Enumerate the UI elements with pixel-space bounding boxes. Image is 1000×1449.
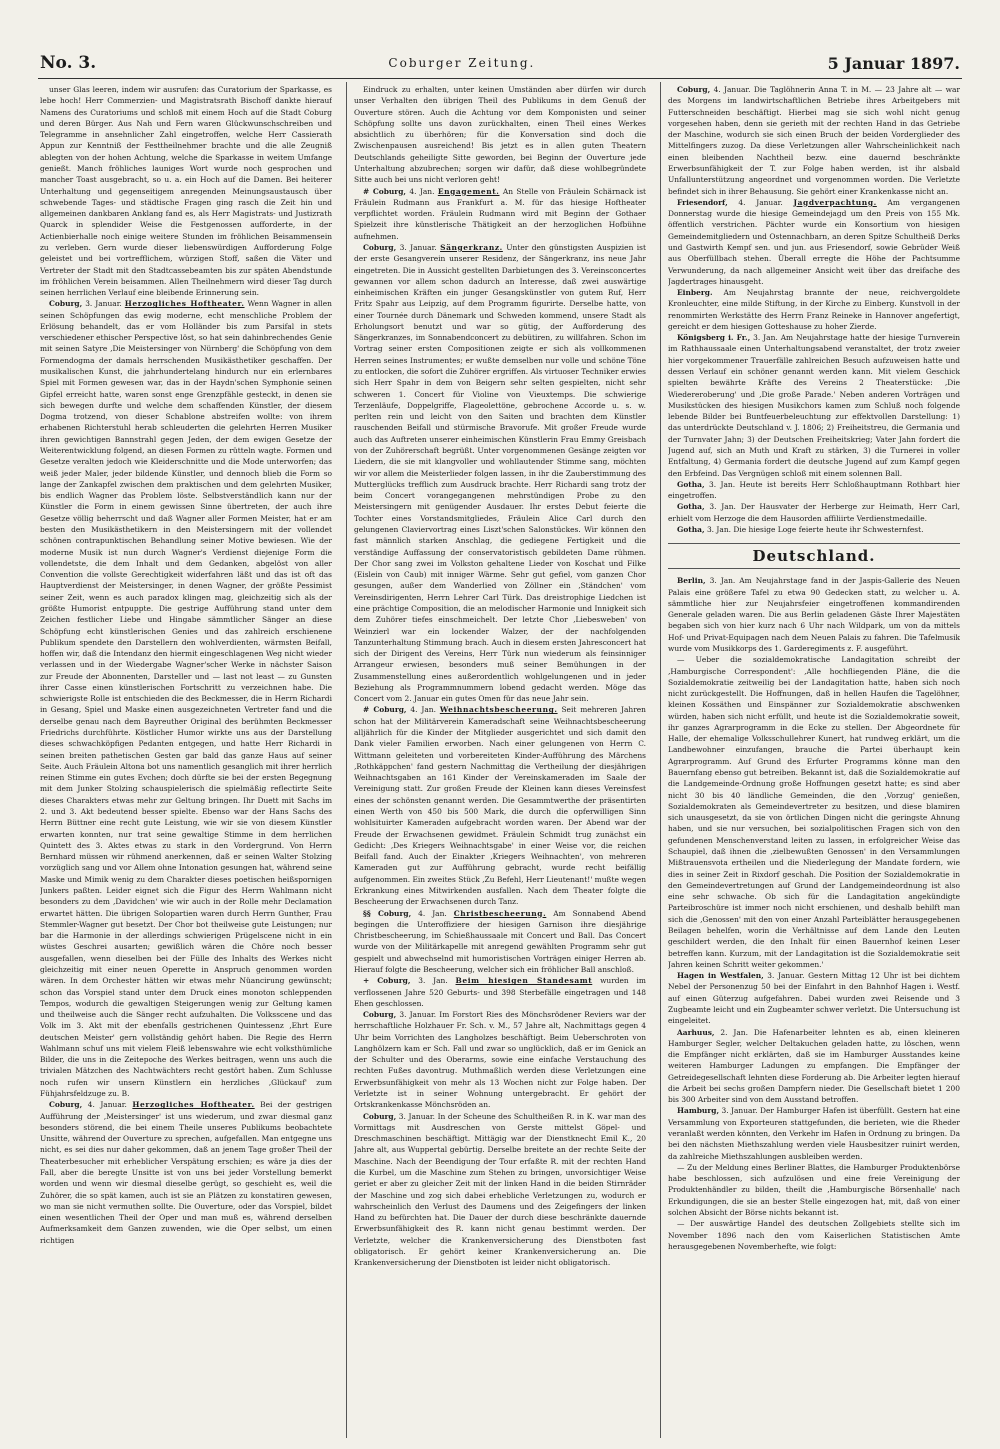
article-place: Berlin, [677,576,706,586]
article-place: Hamburg, [677,1106,720,1116]
article [354,1009,646,1111]
article [668,1218,960,1252]
article-dateline: 4. Januar. [713,85,751,94]
article [40,84,332,298]
article [668,1027,960,1106]
article-body: — Der auswärtige Handel des deutschen Zollgebiets stellte sich im November 1896 nach den vom Kaiserlichen Statistischen Amte herausgegebenen Novemberhefte, wie folgt: [668,1219,960,1251]
article-body: Am Sonnabend Abend begingen die Unteroffiziere der hiesigen Garnison ihre diesjährige Christbescheerung, im Schießhaussaale mit Concert und Ball. Das Concert wurde von der Militärkapelle mit anregend gewählten Programm sehr gut gespielt und abwechselnd mit humoristischen Vorträgen einiger Herren ab. Hierauf folgte die Bescheerung, welcher sich ein fröhlicher Ball anschloß. [354,908,646,974]
article [668,524,960,535]
article-body: — Ueber die sozialdemokratische Landagitation schreibt der ‚Hamburgische Correspondent': ‚Alle hochfliegenden Pläne, die die Sozialdemokratie zeitweilig bei der Landagitation hatte, haben sich noch nicht zurückgestellt. Die Hoffnungen, daß in hellen Haufen die Tagelöhner, kleinen Kossäthen und Einspänner zur Sozialdemokratie abschwenken würden, haben sich nicht erfüllt, und heute ist die Sozialdemokratie soweit, ihr ganzes Agrarprogramm in die Ecke zu stellen. Der Abgeordnete für Halle, der ehemalige Volksschullehrer Kunert, hat rundweg erklärt, um die Landbewohner einzufangen, brauche die Partei überhaupt kein Agrarprogramm. Auf Grund des Erfurter Programms könne man den Bauernfang ebenso gut betreiben. Bekannt ist, daß die Sozialdemokratie auf die Landgemeinde-Ordnung große Hoffnungen gesetzt hatte; es sind aber nicht 30 bis 40 ländliche Gemeinden, die den ‚Vorzug' genießen, Sozialdemokraten als Gemeindevertreter zu besitzen, und diese blamiren sich unausgesetzt, da sie von örtlichen Dingen nicht die geringste Ahnung haben, und sie nur versuchen, bei sozialpolitischen Fragen sich von den gefundenen Menschenverstand leiten zu lassen, in erfolgreicher Weise das Schaupiel, daß ihnen die ‚zielbewußten Genossen' in den Versammlungen Mißtrauensvota ertheilen und die Niederlegung der Mandate fordern, wie dies in seiner Zeit in Rixdorf geschah. Die Position der Sozialdemokratie in den Gemeindevertretungen auf Grund der Landgemeindeordnung ist also eine sehr schwache. Ob sich für die Landagitation angekündigte Parteibroschüre ist immer noch nicht erschienen, und deshalb behilft man sich die ‚Genossen' mit den von einer Anzahl Parteiblätter herausgegebenen Beilagen behelfen, worin die Verhältnisse auf dem Lande den Leuten geschildert werden, die den Inhalt für einen Bauernhof keinen Leser betreffen kann. Kurzum, mit der Landagitation ist die Sozialdemokratie seit Jahren keinen Schritt weiter gekommen.' [668,655,960,969]
masthead [40,52,960,74]
article-dateline: 3. Januar. [721,1106,758,1116]
article-body: Am Neujahrstage fand in der Jaspis-Gallerie des Neuen Palais eine größere Tafel zu etwa 90 Gedecken statt, zu welcher u. A. sämmtliche hier zur Neujahrsfeier eingetroffenen kommandirenden Generale geladen waren. Die aus Berlin geladenen Gäste Ihrer Majestäten begaben sich von hier kurz nach 6 Uhr nach Wildpark, um von da mittels Hof- und Privat-Equipagen nach dem Neuen Palais zu fahren. Die Tafelmusik wurde vom Musikkorps des 1. Garderegiments z. F. ausgeführt. [668,576,960,653]
article-dateline: 3. Jan. [753,333,778,343]
article [668,287,960,332]
article [668,332,960,479]
article-place: Coburg, [363,1111,397,1121]
article-place: Coburg, [363,1010,397,1020]
article-topic: Beim hiesigen Standesamt [455,976,593,986]
article [668,84,960,197]
article [354,704,646,907]
article [354,1111,646,1269]
article [40,1099,332,1246]
article [354,908,646,976]
column-2 [354,84,646,1436]
article-body: Gestern Mittag 12 Uhr ist bei dichtem Nebel der Personenzug 50 bei der Einfahrt in den Bahnhof Hagen i. Westf. auf einen Güterzug aufgefahren. Dabei wurden zwei Reisende und 3 Zugbeamte leicht und ein Zugbeamter schwer verletzt. Die Untersuchung ist eingeleitet. [668,971,960,1026]
article [668,197,960,287]
article-body: — Zu der Meldung eines Berliner Blattes, die Hamburger Produktenbörse habe beschlossen, sich aufzulösen und eine freie Vereinigung der Produktenhändler zu bilden, theilt die ‚Hamburgische Börsenhalle' nach Erkundigungen, die sie an bester Stelle eingezogen hat, mit, daß von einer solchen Absicht der Börse nichts bekannt ist. [668,1162,960,1217]
article-place: §§ Coburg, [363,908,412,918]
article-body: Die hiesige Loge feierte heute ihr Schwesternfest. [733,524,924,534]
article-dateline: 3. Jan. [418,976,448,986]
article-dateline: 3. Januar. [399,1010,437,1020]
article-body: Die Hafenarbeiter lehnten es ab, einen kleineren Hamburger Segler, welcher Deltakuchen geladen hatte, zu löschen, wenn die Empfänger nicht erklärten, daß sie im Hamburger Ausstandes keine weiteren Hamburger Ladungen zu empfangen. Die Empfänger der Getreidegesellschaft lehnten diese Forderung ab. Die Arbeiter legten hierauf die Arbeit bei sechs großen Dampfern nieder. Die Gesellschaft bietet 1 200 bis 300 Arbeiter sind von dem Ausstand betroffen. [668,1027,960,1105]
issue-number: No. 3. [40,53,97,73]
article-dateline: 3. Jan. [706,524,731,534]
article [668,479,960,502]
article-place: + Coburg, [363,976,411,986]
article [354,186,646,242]
article-topic: Engagement. [437,186,500,196]
article-place: # Coburg, [363,186,407,196]
article-place: Coburg, [677,85,711,94]
article [668,501,960,524]
column-divider [660,82,661,1438]
article-place: Hagen in Westfalen, [677,971,764,981]
article-body: unser Glas leeren, indem wir ausrufen: das Curatorium der Sparkasse, es lebe hoch! Herr Commerzien- und Magistratsrath Bischoff dankte hierauf Namens des Curatoriums und schloß mit einem Hoch auf die Stadt Coburg und deren Bürger. Aus Nah und Fern waren Glückwunschschreiben und Telegramme in ansehnlicher Zahl eingetroffen, welche Herr Cassierath Appun zur Kenntniß der Festtheilnehmer brachte und die alle Zeugniß ablegten von der hohen Achtung, welche die Sparkasse in weitem Umfange genießt. Manch fröhliches launiges Wort wurde noch gesprochen und mancher Toast ausgebracht, so u. a. ein Hoch auf die Damen. Bei heiterer Unterhaltung und gegenseitigem anregenden Meinungsaustausch über schwebende Tages- und städtische Fragen ging rasch die Zeit hin und allgemeinen dankbaren Anklang fand es, als Herr Magistrats- und Justizrath Quarck in splendider Weise die Festgenossen aufforderte, in der Actienbierhalle noch einige weitere Stunden im fröhlichen Beisammensein zu verleben. Gern wurde dieser liebenswürdigen Aufforderung Folge geleistet und bei vortrefflichem, würzigen Stoff, saßen die Väter und Vertreter der Stadt mit den Stadtcassebeamten bis zur späten Abendstunde im fröhlichen Verein beisammen. Allen Theilnehmern wird dieser Tag durch seinen herrlichen Verlauf eine bleibende Erinnerung sein. [40,85,332,298]
article-topic: Christbescheerung. [453,908,547,918]
article-dateline: 2. Jan. [720,1027,748,1037]
article-dateline: 3. Januar. [85,299,122,309]
article-dateline: 4. Januar. [738,197,783,207]
column-1 [40,84,332,1436]
article-body: Heute ist bereits Herr Schloßhauptmann Rothbart hier eingetroffen. [668,479,960,501]
article-dateline: 4. Jan. [409,186,435,196]
article-dateline: 3. Januar. [399,242,437,252]
article-body: Wenn Wagner in allen seinen Schöpfungen das ewig moderne, echt menschliche Problem der Erlösung behandelt, das er vom Holländer bis zum Parsifal in stets verschiedener ethischer Perspective löst, so hat sein dahinbrechendes Genie mit seinen Satyre ‚Die Meistersinger von Nürnberg' die Schöpfung von dem Formendogma der damals herrschenden Musikästhetiker geschaffen. Der musikalischen Kunst, die jahrhundertelang hindurch nur ein erlernbares Spiel mit Formen gewesen war, das in der Haydn'schen Symphonie seinen Gipfel erreicht hatte, waren sonst enge Grenzpfähle gesteckt, in denen sie sich bewegen durfte und welche dem schaffenden Künstler, der diesem Dogma trotzend, von dieser Schablone abstreifen wollte: von ihrem erhabenen Richterstuhl herab schleuderten die gelehrten Herren Musiker ihren gewichtigen Bannstrahl gegen Jeden, der dem ewigen Gesetze der Weiterentwicklung folgend, an diesen Formen zu rütteln wagte. Formen und Gesetze veralten jedoch wie Kleiderschnitte und die Mode unterworfen; das weiß jeder Maler, jeder bildende Künstler, und dennoch blieb die Form so lange der Zankapfel zwischen dem praktischen und dem gelehrten Musiker, bis endlich Wagner das Problem löste. Selbstverständlich kann nur der Künstler die Form in einem gewissen Sinne übertreten, der auch ihre Gesetze völlig beherrscht und daß Wagner aller Formen Meister, hat er am besten den Musikästhetikern in den Meistersingern mit der vollendet schönen contrapunktischen Behandlung seiner Motive bewiesen. Wie der moderne Musik ist nun durch Wagner's Verdienst diejenige Form die vollendetste, die dem Inhalt und dem Gedanken, abgelöst von aller Convention die vollste Gerechtigkeit widerfahren läßt und das ist oft das Hauptverdienst der Meistersinger, in denen Wagner, der größte Pessimist seiner Zeit, wenn es auch paradox klingen mag, gleichzeitig sich als der größte Humorist entpuppte. Die gestrige Aufführung stand unter dem Zeichen festlicher Liebe und Hingabe sämmtlicher Sänger an diese Schöpfung echt künstlerischen Genies und das zahlreich erschienene Publikum spendete den Darstellern den wohlverdienten, wärmsten Beifall, hoffen wir, daß die Intendanz den hiermit eingeschlagenen Weg nicht wieder verlassen und in der Wiedergabe Wagner'scher Werke in nächster Saison zur Freude der Abonnenten, Darsteller und — last not least — zu Gunsten ihrer Casse einen künstlerischen Fortschritt zu verzeichnen habe. Die schwierigste Rolle ist entschieden die des Beckmesser, die in Herrn Richardi in Gesang, Spiel und Maske einen ausgezeichneten Vertreter fand und die derselbe genau nach dem Bayreuther Original des berühmten Beckmesser Friedrichs durchführte. Köstlicher Humor wirkte uns aus der Darstellung dieses schwachköpfigen Pedanten entgegen, und hatte Herr Richardi in seinen breiten pathetischen Gesten gar bald das ganze Haus auf seiner Seite. Auch Fräulein Altona bot uns namentlich gesanglich mit ihrer herrlich reinen Stimme ein gutes Evchen; doch dürfte sie bei der ersten Begegnung mit dem Junker Stolzing schauspielerisch die spielmäßig reflectirte Seite dieses Charakters etwas mehr zur Geltung bringen. Ihr Duett mit Sachs im 2. und 3. Akt bedeutend besser spielte. Ebenso war der Hans Sachs des Herrn Büttner eine recht gute Leistung, wie wir sie von diesem Künstler erwarten konnten, nur trat seine gewaltige Stimme in dem herrlichen Quintett des 3. Aktes etwas zu stark in den Vordergrund. Von Herrn Bernhard müssen wir rühmend anerkennen, daß er seinen Walter Stolzing vorzüglich sang und vor Allem ohne Intonation gesungen hat, während seine Maske und Mimik wenig zu dem Charakter dieses poetischen heißspornigen Junkers paßten. Leider eignet sich die Figur des Herrn Wahlmann nicht besonders zu dem ‚Davidchen' wie wir auch in der Rolle mehr Declamation erwartet hätten. Die übrigen Solopartien waren durch Herrn Gunther, Frau Stemmler-Wagner gut besetzt. Der Chor bot theilweise gute Leistungen; nur bar die Harmonie in der allerdings schwierigen Prügelscene nicht in ein wüstes Geschrei ausarten; gewißlich wären die Chöre noch besser ausgefallen, wenn dieselben bei der Fülle des Inhalts des Werkes nicht gleichzeitig mit einer neuen Operette in Anspruch genommen worden wären. In dem Orchester hätten wir etwas mehr Nüancirung gewünscht; schon das Vorspiel stand unter dem Druck eines monoton schleppenden Tempos, wodurch die gewaltigen Steigerungen wenig zur Geltung kamen und theilweise auch die Sänger recht aufzuhalten. Die Volksscene und das Volk im 3. Akt mit der ebenfalls gestrichenen Quintessenz ‚Ehrt Eure deutschen Meister' gern vollständig gehört haben. Die Regie des Herrn Wahlmann schuf uns mit vielem Fleiß lebenswahre wie echt volksthümliche Bilder, die uns in die Zeitepoche des Werkes beitragen, wenn uns auch die trivialen Mätzchen des Nachtwächters recht gestört haben. Zum Schlusse noch rufen wir unsern Künstlern ein herzliches ‚Glückauf' zum Fühjahrsfeldzuge zu. B. [40,299,332,1099]
article-body: Am Neujahrstage hatte der hiesige Turnverein im Rathhaussaale einen Unterhaltungsabend veranstaltet, der trotz zweier hier vorgekommener Trauerfälle zahlreichen Besuch aufzuweisen hatte und dessen Verlauf ein schöner genannt werden kann. Mit vielem Geschick spielten bewährte Kräfte des Vereins 2 Theaterstücke: ‚Die Wiedereroberung' und ‚Die große Parade.' Neben anderen Vorträgen und Musikstücken des hiesigen Musikchors kamen zum Schluß noch folgende lebende Bilder bei Buntfeuerbeleuchtung zur effektvollen Darstellung: 1) das unterdrückte Deutschland v. J. 1806; 2) Freiheitstreu, die Germania und der Turnvater Jahn; 3) der Deutschen Freiheitskrieg; Vater Jahn fordert die Jugend auf, sich an Muth und Kraft zu stärken, 3) die Turnerei in voller Entfaltung, 4) Germania fordert die deutsche Jugend auf zum Kampf gegen den Erbfeind. Das Vergnügen schloß mit einem solennen Ball. [668,333,960,478]
article-dateline: 3. Januar. [767,971,805,981]
article-body: Der Hamburger Hafen ist überfüllt. Gestern hat eine Versammlung von Exporteuren stattgefunden, die berieten, wie die Rheder veranlaßt werden könnten, den Verkehr im Hafen in Ordnung zu bringen. Da bei den nächsten Miethszahlung werden viele Hausbesitzer ruinirt werden, da zahlreiche Miethszahlungen ausbleiben werden. [668,1106,960,1161]
article-place: Coburg, [49,1100,83,1110]
article-dateline: 3. Jan. [709,479,736,489]
article-body: Am Neujahrstag brannte der neue, reichvergoldete Kronleuchter, eine milde Stiftung, in der Kirche zu Einberg. Kunstvoll in der renommirten Werkstätte des Herrn Franz Reineke in Hannover angefertigt, gereicht er dem hiesigen Gotteshause zu hoher Zierde. [668,288,960,331]
article-place: Coburg, [49,299,83,309]
newspaper-title: Coburger Zeitung. [388,56,536,70]
article-body: Eindruck zu erhalten, unter keinen Umständen aber dürfen wir durch unser Verhalten den übrigen Theil des Publikums in dem Genuß der Ouverture stören. Auch die Achtung vor dem Komponisten und seiner Schöpfung sollte uns davon zurückhalten, einen Theil eines Werkes absichtlich zu überhören; für die Konversation sind doch die Zwischenpausen ausreichend! Bis jetzt es in allen guten Theatern Deutschlands geheiligte Sitte geworden, bei Beginn der Ouverture jede Unterhaltung abzubrechen; sorgen wir dafür, daß diese wohlbegründete Sitte auch bei uns nicht verloren geht! [354,85,646,185]
article-place: Friesendorf, [677,197,728,207]
article-topic: Herzogliches Hoftheater. [124,299,245,309]
article [354,84,646,186]
article-body: Am vergangenen Donnerstag wurde die hiesige Gemeindejagd um den Preis von 155 Mk. öffentlich verstrichen. Pächter wurde ein Konsortium von hiesigen Gemeindemitgliedern und Ostennachbarn, an deren Spitze Schultheiß Derks und Gastwirth Kempf sen. und jun. aus Friesendorf, sowie Gebrüder Weiß aus Oberfüllbach stehen. Überall erregte die Höhe der Pachtsumme Verwunderung, da nach allgemeiner Ansicht weit über das dreifache des Jagdertrages hinausgeht. [668,197,960,286]
article-body: Der Hausvater der Herberge zur Heimath, Herr Carl, erhielt vom Herzoge die dem Hausorden affiliirte Verdienstmedaille. [668,502,960,523]
article-place: Königsberg i. Fr., [677,333,751,343]
article-place: Coburg, [363,242,397,252]
article [668,575,960,654]
article-dateline: 3. Jan. [709,576,736,586]
article-place: Einberg. [677,288,713,298]
article-body: Die Taglöhnerin Anna T. in M. — 23 Jahre alt — war des Morgens im landwirtschaftlichen Betriebe ihres Arbeitgebers mit Futterschneiden beschäftigt. Hierbei mag sie sich wohl nicht genug vorgesehen haben, denn sie gerieth mit der rechten Hand in das Getriebe der Maschine, wodurch sie sich einen Bruch der beiden Vorderglieder des Mittelfingers zuzog. Da diese Verletzungen aller Wahrscheinlichkeit nach einen bleibenden Nachtheil bezw. eine dauernd beschränkte Erwerbsunfähigkeit der T. zur Folge haben werden, ist ihr alsbald Unfallunterstützung angeordnet und vorgenommen worden. Die Verletzte befindet sich in ihrer Behausung. Sie gehört einer Krankenkasse nicht an. [668,85,960,196]
article-body: In der Scheune des Schultheißen R. in K. war man des Vormittags mit Ausdreschen von Gerste mittelst Göpel- und Dreschmaschinen beschäftigt. Mittägig war der Dienstknecht Emil K., 20 Jahre alt, aus Wuppertal gebürtig. Derselbe breitete an der rechte Seite der Maschine. Nach der Beendigung der Tour erfaßte R. mit der rechten Hand die Kurbel, um die Maschine zum Stehen zu bringen, unvorsichtiger Weise geriet er aber zu gleicher Zeit mit der linken Hand in die beiden Stirnräder der Maschine und zog sich dabei erhebliche Verletzungen zu, wodurch er wahrscheinlich den Verlust des Daumens und des Zeigefingers der linken Hand zu befürchten hat. Die Dauer der durch diese beschränkte dauernde Erwerbsunfähigkeit des R. kann nicht genau bestimmt werden. Der Verletzte, welcher die Krankenversicherung des Dienstboten fast obligatorisch. Er gehört keiner Krankenversicherung an. Die Krankenversicherung der Dienstboten ist leider nicht obligatorisch. [354,1111,646,1268]
article [668,970,960,1026]
article-place: Aarhuus, [677,1027,715,1037]
article [668,1162,960,1218]
article-body: Bei der gestrigen Aufführung der ‚Meistersinger' ist uns wiederum, und zwar diesmal ganz besonders störend, die bei einem Theile unseres Publikums beobachtete Unsitte, während der Ouverture zu sprechen, aufgefallen. Man entgegne uns nicht, es sei dies nur daher gekommen, daß an jenem Tage großer Theil der Theaterbesucher mit erheblicher Verspätung erschien; es wäre ja dies der Fall, aber die beregte Unsitte ist von uns bei jeder Vorstellung bemerkt worden und wenn wir diesmal dieselbe gerügt, so geschieht es, weil die Zuhörer, die so spät kamen, auch ist sie an Plätzen zu konstatiren gewesen, wo man sie nicht vermuthen sollte. Die Ouverture, oder das Vorspiel, bildet einen wesentlichen Theil der Oper und man muß es, während derselben Aufmerksamkeit dem Ganzen zuwenden, wie die Oper selbst, um einen richtigen [40,1100,332,1245]
article-body: An Stelle von Fräulein Schärnack ist Fräulein Rudmann aus Frankfurt a. M. für das hiesige Hoftheater verpflichtet worden. Fräulein Rudmann wird mit Beginn der Gothaer Spielzeit ihre künstlerische Thätigkeit an der herzoglichen Hofbühne aufnehmen. [354,186,646,241]
article-place: # Coburg, [363,705,407,715]
article [668,654,960,970]
article-dateline: 4. Jan. [410,705,436,715]
article [354,975,646,1009]
article-topic: Jagdverpachtung. [793,197,877,207]
article-dateline: 4. Jan. [418,908,447,918]
section-heading: Deutschland. [668,543,960,569]
article-place: Gotha, [677,524,705,534]
column-divider [346,82,347,1438]
article-dateline: 3. Januar. [398,1111,436,1121]
article [354,242,646,705]
article [40,298,332,1099]
article-body: wurden im verflossenen Jahre 520 Geburts- und 398 Sterbefälle eingetragen und 148 Ehen geschlossen. [354,976,646,1008]
issue-date: 5 Januar 1897. [827,53,960,73]
article-topic: Sängerkranz. [440,242,503,252]
column-3 [668,84,960,1436]
article-topic: Herzogliches Hoftheater. [132,1100,255,1110]
article-body: Seit mehreren Jahren schon hat der Militärverein Kameradschaft seine Weihnachtsbescheerung alljährlich für die Kinder der Mitglieder ausgerichtet und sich damit den Dank vieler Familien erworben. Nach einer gelungenen von Herrn C. Wittmann geleiteten und vorbereiteten Kinder-Aufführung des Märchens ‚Rothkäppchen' fand gestern Nachmittag die Vertheilung der diesjährigen Weihnachtsgaben an 161 Kinder der Vereinskameraden im Saale der Vereinigung statt. Zur großen Freude der Kleinen kann dieses Vereinsfest eines der schönsten genannt werden. Die Gesammtwerthe der präsentirten einen Werth von 450 bis 500 Mark, die durch die opferwilligen Sinn wohlsituirter Kameraden aufgebracht worden waren. Der Abend war der Freude der Erwachsenen gewidmet. Fräulein Schmidt trug zunächst ein Gedicht: ‚Des Kriegers Weihnachtsgabe' in einer Weise vor, die reichen Beifall fand. Auch der Einakter ‚Kriegers Weihnachten', von mehreren Kameraden gut zur Aufführung gebracht, wurde recht beifällig aufgenommen. Ein zweites Stück ‚Zu Befehl, Herr Lieutenant!' mußte wegen Erkrankung eines Mitwirkenden ausfallen. Nach dem Theater folgte die Bescheerung der Erwachsenen durch Tanz. [354,705,646,907]
article-body: Im Forstort Ries des Mönchsrödener Reviers war der herrschaftliche Holzhauer Fr. Sch. v. M., 57 Jahre alt, Nachmittags gegen 4 Uhr beim Vorrichten des Langholzes beschäftigt. Beim Ueberschroten von Langhölzern kam er Sch. Fall und zwar so unglücklich, daß er im Genick an der Schulter und des Oberarms, sowie eine einfache Verstauchung des rechten Fußes davontrug. Muthmaßlich werden diese Verletzungen eine Erwerbsunfähigkeit von mehr als 13 Wochen nicht zur Folge haben. Der Verletzte ist in seiner Wohnung untergebracht. Er gehört der Ortskrankenkasse Mönchsröden an. [354,1010,646,1110]
masthead-rule [38,78,962,79]
article-topic: Weihnachtsbescheerung. [439,705,558,715]
article-dateline: 4. Januar. [87,1100,127,1110]
article [668,1105,960,1161]
article-dateline: 3. Jan. [709,502,736,512]
article-place: Gotha, [677,479,705,489]
article-place: Gotha, [677,502,705,512]
article-body: Unter den günstigsten Auspizien ist der erste Gesangverein unserer Residenz, der Sängerkranz, ins neue Jahr eingetreten. Die in Aussicht gestellten Darbietungen des 3. Vereinsconcertes gewannen vor allem schon dadurch an Interesse, daß zwei auswärtige einheimischen Kräften ein junger Gesangskünstler von gutem Ruf, Herr Fritz Spahr aus Leipzig, auf dem Programm figurirte. Derselbe hatte, von einer Tournée durch Dänemark und Schweden kommend, unsere Stadt als Erholungsort benutzt und war so gütig, der Aufforderung des Sängerkranzes, im Sonnabendconcert zu debütiren, zu willfahren. Schon im Vortrag seiner ersten Compositionen zeigte er sich als vollkommenen Herren seines Instrumentes; er wußte demselben nur volle und schöne Töne zu entlocken, die sofort die Zuhörer ergriffen. Als virtuoser Techniker erwies sich Herr Spahr in dem von Beigern sehr selten gespielten, nicht sehr schweren 1. Concert für Violine von Vieuxtemps. Die schwierige Terzenläufe, Doppelgriffe, Flageolettöne, gebrochene Accorde u. s. w. perlten rein und leicht von den Saiten und brachten dem Künstler rauschenden Beifall und stürmische Bravorufe. Mit großer Freude wurde auch das Auftreten unserer einheimischen Künstlerin Frau Emmy Greisbach von der Zuhörerschaft begrüßt. Unter vorgenommenen Gesänge zeigten vor Liedern, die sie mit klangvoller und wohllautender Stimme sang, möchten wir vor allem die Meisterlieder folgen lassen, in ihr die Zauberstimmung des Mutterglücks trefflich zum Ausdruck brachte. Herr Richardi sang trotz der beim Concert vorangegangenen mehrstündigen Probe zu den Meistersingern mit genügender Ausdauer. Ihr erstes Debut feierte die Tochter eines Vorstandsmitgliedes, Fräulein Alice Carl durch den gelungenen Claviervortrag eines Liszt'schen Salonstückes. Wir können den fast männlich starken Anschlag, die gediegene Fertigkeit und die verständige Auffassung der conservatoristisch gebildeten Dame rühmen. Der Chor sang zwei im Volkston gehaltene Lieder von Koschat und Filke (Eislein von Caub) mit inniger Wärme. Sehr gut gefiel, vom ganzen Chor gesungen, außer dem Wanderlied von Zöllner ein ‚Ständchen' vom Vereinsdirigenten, Herrn Lehrer Carl Türk. Das dreistrophige Liedchen ist eine prächtige Composition, die an melodischer Harmonie und Innigkeit sich dem Zuhörer tiefes einschmeichelt. Der letzte Chor ‚Liebesweben' von Weinzierl war ein lockender Walzer, der der nachfolgenden Tanzunterhaltung Stimmung brach. Auch in diesem ersten Jahresconcert hat sich der Dirigent des Vereins, Herr Türk nun wiederum als feinsinniger Arrangeur erwiesen, besonders muß seiner Bemühungen in der Zusammenstellung eines außerordentlich wohlgelungenen und in jeder Beziehung als Programmnummern lobend gedacht werden. Möge das Concert vom 2. Januar ein gutes Omen für das neue Jahr sein. [354,242,646,704]
